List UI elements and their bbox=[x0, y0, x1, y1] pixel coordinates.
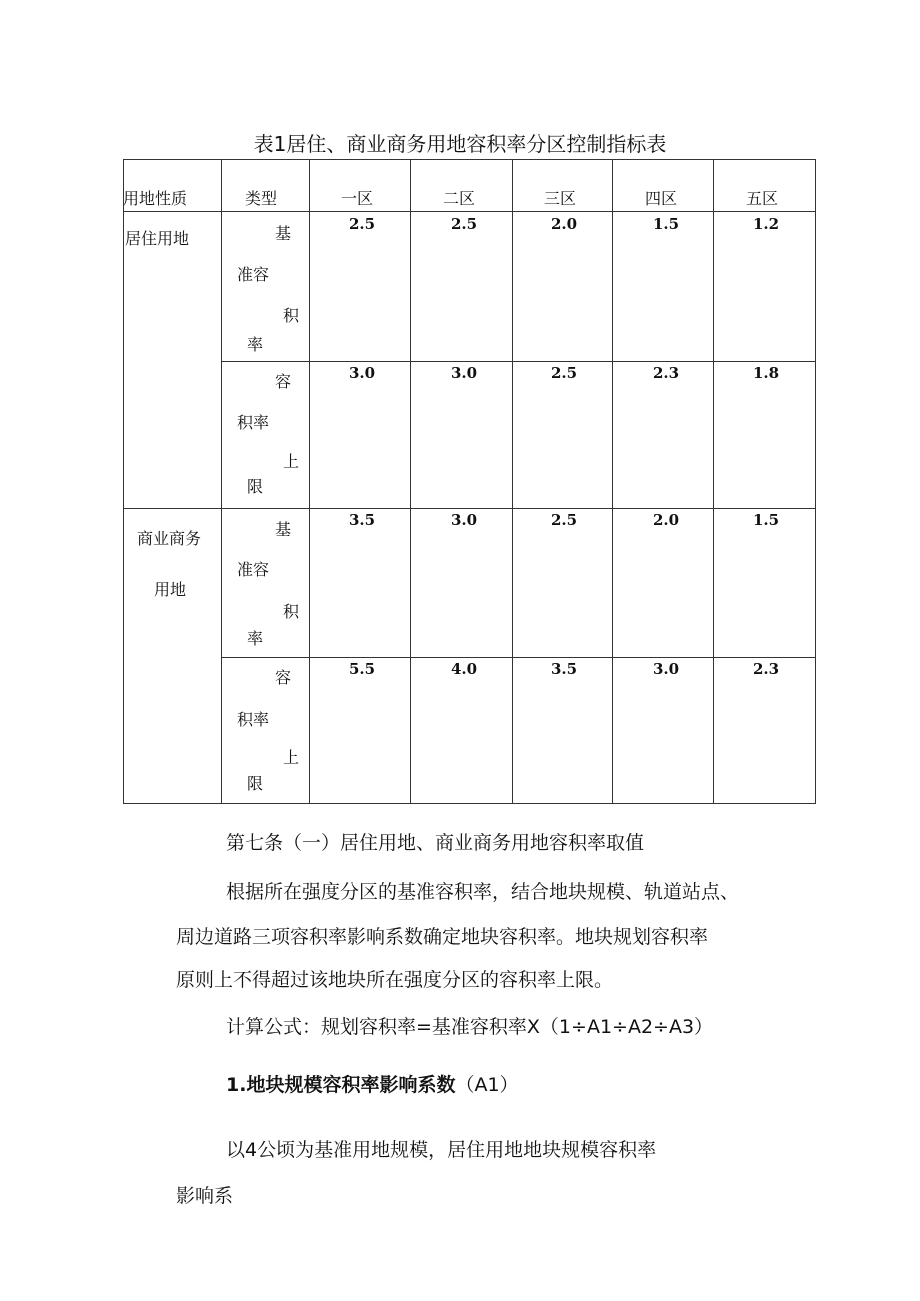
paragraph-line: 以4公顷为基准用地规模，居住用地地块规模容积率 bbox=[226, 1139, 657, 1161]
cell-value: 2.0 bbox=[653, 511, 680, 529]
table-col-divider bbox=[221, 159, 222, 804]
type-text: 率 bbox=[247, 629, 264, 648]
section-heading-text: 1.地块规模容积率影响系数 bbox=[226, 1074, 456, 1096]
section-heading bbox=[226, 1070, 519, 1097]
cell-value: 1.2 bbox=[753, 215, 780, 233]
table-col-divider bbox=[713, 159, 714, 804]
type-text: 上 bbox=[283, 748, 300, 767]
land-use-commercial: 商业商务 bbox=[137, 529, 202, 548]
header-zone-2: 二区 bbox=[443, 189, 476, 208]
table-border-bottom bbox=[123, 803, 816, 804]
type-text: 容 bbox=[275, 372, 292, 391]
type-text: 基 bbox=[275, 224, 292, 243]
cell-value: 3.0 bbox=[451, 511, 478, 529]
type-text: 积 bbox=[283, 602, 300, 621]
table-col-divider bbox=[512, 159, 513, 804]
type-text: 准容 bbox=[237, 265, 270, 284]
type-text: 上 bbox=[283, 452, 300, 471]
table-col-divider bbox=[410, 159, 411, 804]
cell-value: 2.5 bbox=[551, 364, 578, 382]
cell-value: 2.5 bbox=[551, 511, 578, 529]
header-zone-1: 一区 bbox=[341, 189, 374, 208]
land-use-residential: 居住用地 bbox=[125, 229, 190, 248]
header-type: 类型 bbox=[245, 189, 278, 208]
type-text: 率 bbox=[247, 335, 264, 354]
row-divider bbox=[221, 361, 816, 362]
type-text: 积 bbox=[283, 306, 300, 325]
formula: 计算公式：规划容积率=基准容积率X（1÷A1÷A2÷A3） bbox=[226, 1016, 714, 1038]
section-heading-code: （A1） bbox=[455, 1074, 519, 1096]
type-text: 基 bbox=[275, 520, 292, 539]
header-zone-5: 五区 bbox=[746, 189, 779, 208]
cell-value: 2.5 bbox=[349, 215, 376, 233]
cell-value: 1.8 bbox=[753, 364, 780, 382]
table-col-divider bbox=[612, 159, 613, 804]
article-heading: 第七条（一）居住用地、商业商务用地容积率取值 bbox=[226, 832, 645, 854]
cell-value: 2.5 bbox=[451, 215, 478, 233]
type-text: 积率 bbox=[237, 710, 270, 729]
header-zone-3: 三区 bbox=[544, 189, 577, 208]
table-border-top bbox=[123, 159, 816, 160]
header-divider bbox=[123, 211, 816, 212]
type-text: 准容 bbox=[237, 560, 270, 579]
table-border-right bbox=[815, 159, 816, 804]
cell-value: 2.3 bbox=[653, 364, 680, 382]
cell-value: 1.5 bbox=[753, 511, 780, 529]
cell-value: 3.5 bbox=[551, 660, 578, 678]
type-text: 容 bbox=[275, 668, 292, 687]
paragraph-line: 原则上不得超过该地块所在强度分区的容积率上限。 bbox=[176, 969, 614, 991]
cell-value: 3.0 bbox=[349, 364, 376, 382]
header-zone-4: 四区 bbox=[645, 189, 678, 208]
paragraph-line: 影响系 bbox=[176, 1185, 234, 1207]
cell-value: 4.0 bbox=[451, 660, 478, 678]
group-divider bbox=[123, 508, 816, 509]
cell-value: 2.0 bbox=[551, 215, 578, 233]
table-title: 表1居住、商业商务用地容积率分区控制指标表 bbox=[253, 132, 667, 156]
header-land-use: 用地性质 bbox=[123, 189, 188, 208]
cell-value: 3.0 bbox=[653, 660, 680, 678]
table-col-divider bbox=[309, 159, 310, 804]
type-text: 限 bbox=[247, 477, 264, 496]
cell-value: 5.5 bbox=[349, 660, 376, 678]
type-text: 限 bbox=[247, 774, 264, 793]
cell-value: 3.0 bbox=[451, 364, 478, 382]
type-text: 积率 bbox=[237, 413, 270, 432]
row-divider bbox=[221, 657, 816, 658]
table-border-left bbox=[123, 159, 124, 804]
cell-value: 3.5 bbox=[349, 511, 376, 529]
paragraph-line: 根据所在强度分区的基准容积率，结合地块规模、轨道站点、 bbox=[226, 881, 740, 903]
indicator-table bbox=[123, 159, 816, 804]
cell-value: 1.5 bbox=[653, 215, 680, 233]
cell-value: 2.3 bbox=[753, 660, 780, 678]
land-use-commercial: 用地 bbox=[154, 580, 187, 599]
paragraph-line: 周边道路三项容积率影响系数确定地块容积率。地块规划容积率 bbox=[176, 926, 709, 948]
